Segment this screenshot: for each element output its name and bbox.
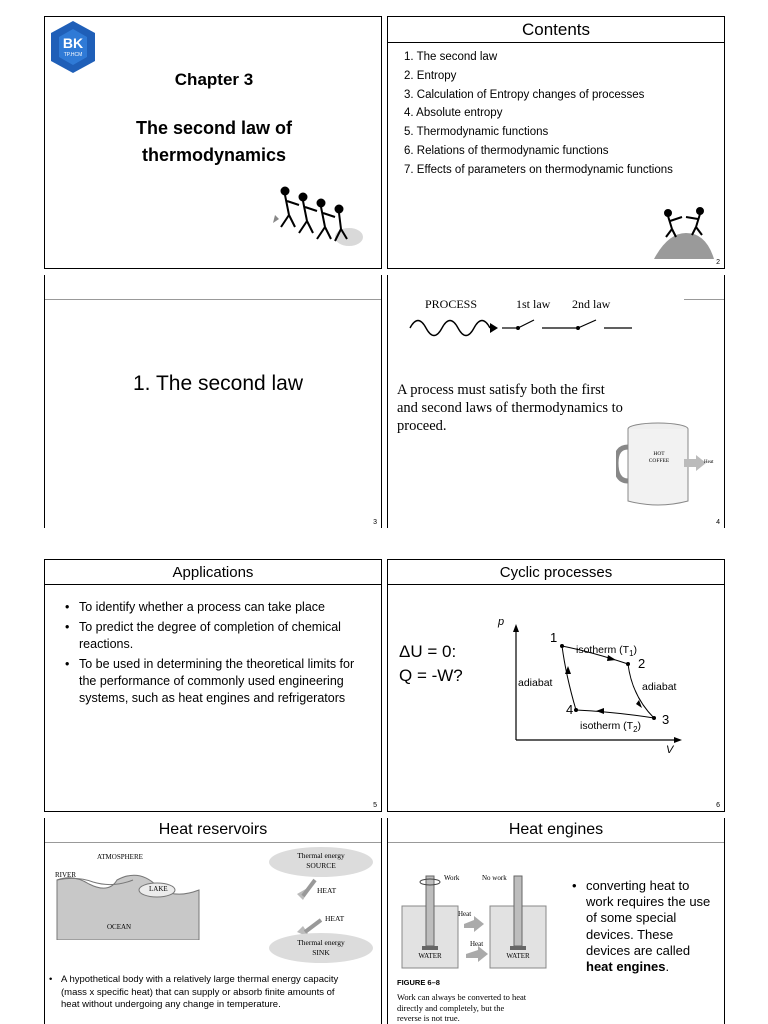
- slide-process-laws: [387, 275, 725, 528]
- caption-line: reverse is not true.: [397, 1013, 460, 1023]
- logo-subtext: TP.HCM: [63, 52, 83, 58]
- slide-heat-reservoirs: [44, 818, 382, 1024]
- ocean-label: OCEAN: [107, 923, 132, 931]
- contents-item: 3. Calculation of Entropy changes of processes: [404, 88, 645, 101]
- title-divider: [45, 584, 381, 585]
- source-sink-illustration: [267, 846, 375, 966]
- process-text-line: A process must satisfy both the first: [397, 382, 605, 398]
- water-label-2: WATER: [506, 952, 530, 960]
- top-rule: [45, 299, 381, 300]
- slide-title: [44, 16, 382, 269]
- heat-engines-title: Heat engines: [508, 821, 604, 838]
- section-heading: 1. The second law: [132, 372, 304, 395]
- process-text-line: and second laws of thermodynamics to: [397, 400, 623, 416]
- title-divider: [388, 584, 724, 585]
- application-item: • To be used in determining the theoretical limits for the performance of commonly used engineering systems, such as heat engines and refrigerators: [65, 656, 365, 707]
- source-label-line1: Thermal energy: [297, 851, 345, 860]
- equation-q: Q = -W?: [399, 666, 463, 685]
- isotherm-t1-label: isotherm $(T_1)$: [576, 644, 638, 659]
- equation-du: ΔU = 0:: [399, 642, 457, 661]
- adiabat-left-label: adiabat: [518, 677, 553, 689]
- mug-label-coffee: COFFEE: [648, 458, 670, 464]
- river-label: RIVER: [55, 871, 76, 879]
- heat-label-a: Heat: [458, 910, 472, 918]
- chapter-title-line2: thermodynamics: [141, 145, 287, 165]
- process-text: [397, 381, 623, 435]
- chapter-label: Chapter 3: [174, 70, 254, 89]
- no-work-label: No work: [482, 874, 507, 882]
- mug-heat-label: Heat: [704, 460, 714, 465]
- contents-item: 7. Effects of parameters on thermodynamic functions: [404, 163, 673, 176]
- heat-label-bottom: HEAT: [325, 914, 345, 923]
- source-label-line2: SOURCE: [306, 861, 336, 870]
- top-rule: [684, 299, 724, 300]
- university-logo: [47, 19, 99, 75]
- slide-applications: [44, 559, 382, 812]
- page-number: 5: [373, 802, 377, 809]
- application-item: • To predict the degree of completion of chemical reactions.: [65, 619, 365, 653]
- contents-item: 5. Thermodynamic functions: [404, 126, 549, 139]
- applications-list: [65, 599, 365, 707]
- process-text-line: proceed.: [397, 418, 447, 434]
- contents-title: Contents: [521, 20, 591, 39]
- heat-engine-bullet: • converting heat to work requires the use of some special devices. These devices are called heat engines.: [572, 878, 716, 975]
- title-divider: [388, 42, 724, 43]
- definition-text: • A hypothetical body with a relatively large thermal energy capacity (mass x specific heat) that can supply or absorb finite amounts of heat without undergoing any change in temperature.: [49, 974, 349, 1012]
- heat-engines-term: heat engines: [586, 959, 666, 975]
- second-law-label: 2nd law: [572, 297, 611, 311]
- slide-contents: [387, 16, 725, 269]
- point-2-label: 2: [638, 656, 646, 671]
- slide-cyclic-processes: [387, 559, 725, 812]
- sink-label-line1: Thermal energy: [297, 938, 345, 947]
- logo-text: BK: [62, 35, 84, 51]
- chapter-title-line1: The second law of: [135, 118, 293, 138]
- heat-label-top: HEAT: [317, 886, 337, 895]
- application-item: • To identify whether a process can take place: [65, 599, 365, 616]
- applications-title: Applications: [172, 564, 254, 581]
- atmosphere-label: ATMOSPHERE: [97, 853, 143, 861]
- point-3-label: 3: [662, 712, 670, 727]
- caption-line: directly and completely, but the: [397, 1002, 505, 1013]
- lake-label: LAKE: [149, 885, 168, 893]
- sink-label-line2: SINK: [312, 948, 330, 957]
- contents-item: 2. Entropy: [404, 69, 457, 82]
- heat-label-b: Heat: [470, 940, 484, 948]
- contents-item: 1. The second law: [404, 51, 498, 63]
- reservoir-map-illustration: [53, 850, 203, 940]
- figure-caption: [397, 992, 526, 1024]
- contents-list: [404, 48, 673, 180]
- work-heat-figure: [400, 872, 550, 972]
- process-diagram: [406, 311, 636, 345]
- adiabat-right-label: adiabat: [642, 681, 677, 693]
- page-number: 6: [716, 802, 720, 809]
- pv-diagram: [492, 616, 692, 762]
- work-label: Work: [444, 874, 460, 882]
- first-law-label: 1st law: [516, 297, 551, 311]
- page-number: 2: [716, 259, 720, 266]
- heat-reservoirs-title: Heat reservoirs: [158, 821, 268, 838]
- title-divider: [45, 842, 381, 843]
- pushing-figures-clipart: [269, 185, 369, 247]
- water-label-1: WATER: [418, 952, 442, 960]
- contents-item: 4. Absolute entropy: [404, 107, 503, 120]
- cyclic-title: Cyclic processes: [499, 564, 613, 581]
- page-number: 4: [716, 519, 720, 526]
- coffee-mug-illustration: [616, 419, 720, 509]
- title-divider: [388, 842, 724, 843]
- point-1-label: 1: [550, 630, 558, 645]
- point-4-label: 4: [566, 702, 574, 717]
- page-number: 3: [373, 519, 377, 526]
- axis-v-label: V: [666, 744, 674, 756]
- figure-number: FIGURE 6–8: [397, 978, 440, 987]
- process-label: PROCESS: [425, 297, 478, 311]
- slide-second-law-section: [44, 275, 382, 528]
- figures-on-hill-clipart: [654, 203, 720, 259]
- isotherm-t2-label: isotherm $(T_2)$: [580, 720, 642, 735]
- heat-engine-bullets: [572, 878, 716, 975]
- mug-label-hot: HOT: [653, 451, 665, 457]
- axis-p-label: p: [498, 616, 505, 628]
- slide-heat-engines: [387, 818, 725, 1024]
- contents-item: 6. Relations of thermodynamic functions: [404, 144, 609, 157]
- caption-line: Work can always be converted to heat: [397, 992, 527, 1002]
- heat-reservoir-definition: [49, 974, 349, 1012]
